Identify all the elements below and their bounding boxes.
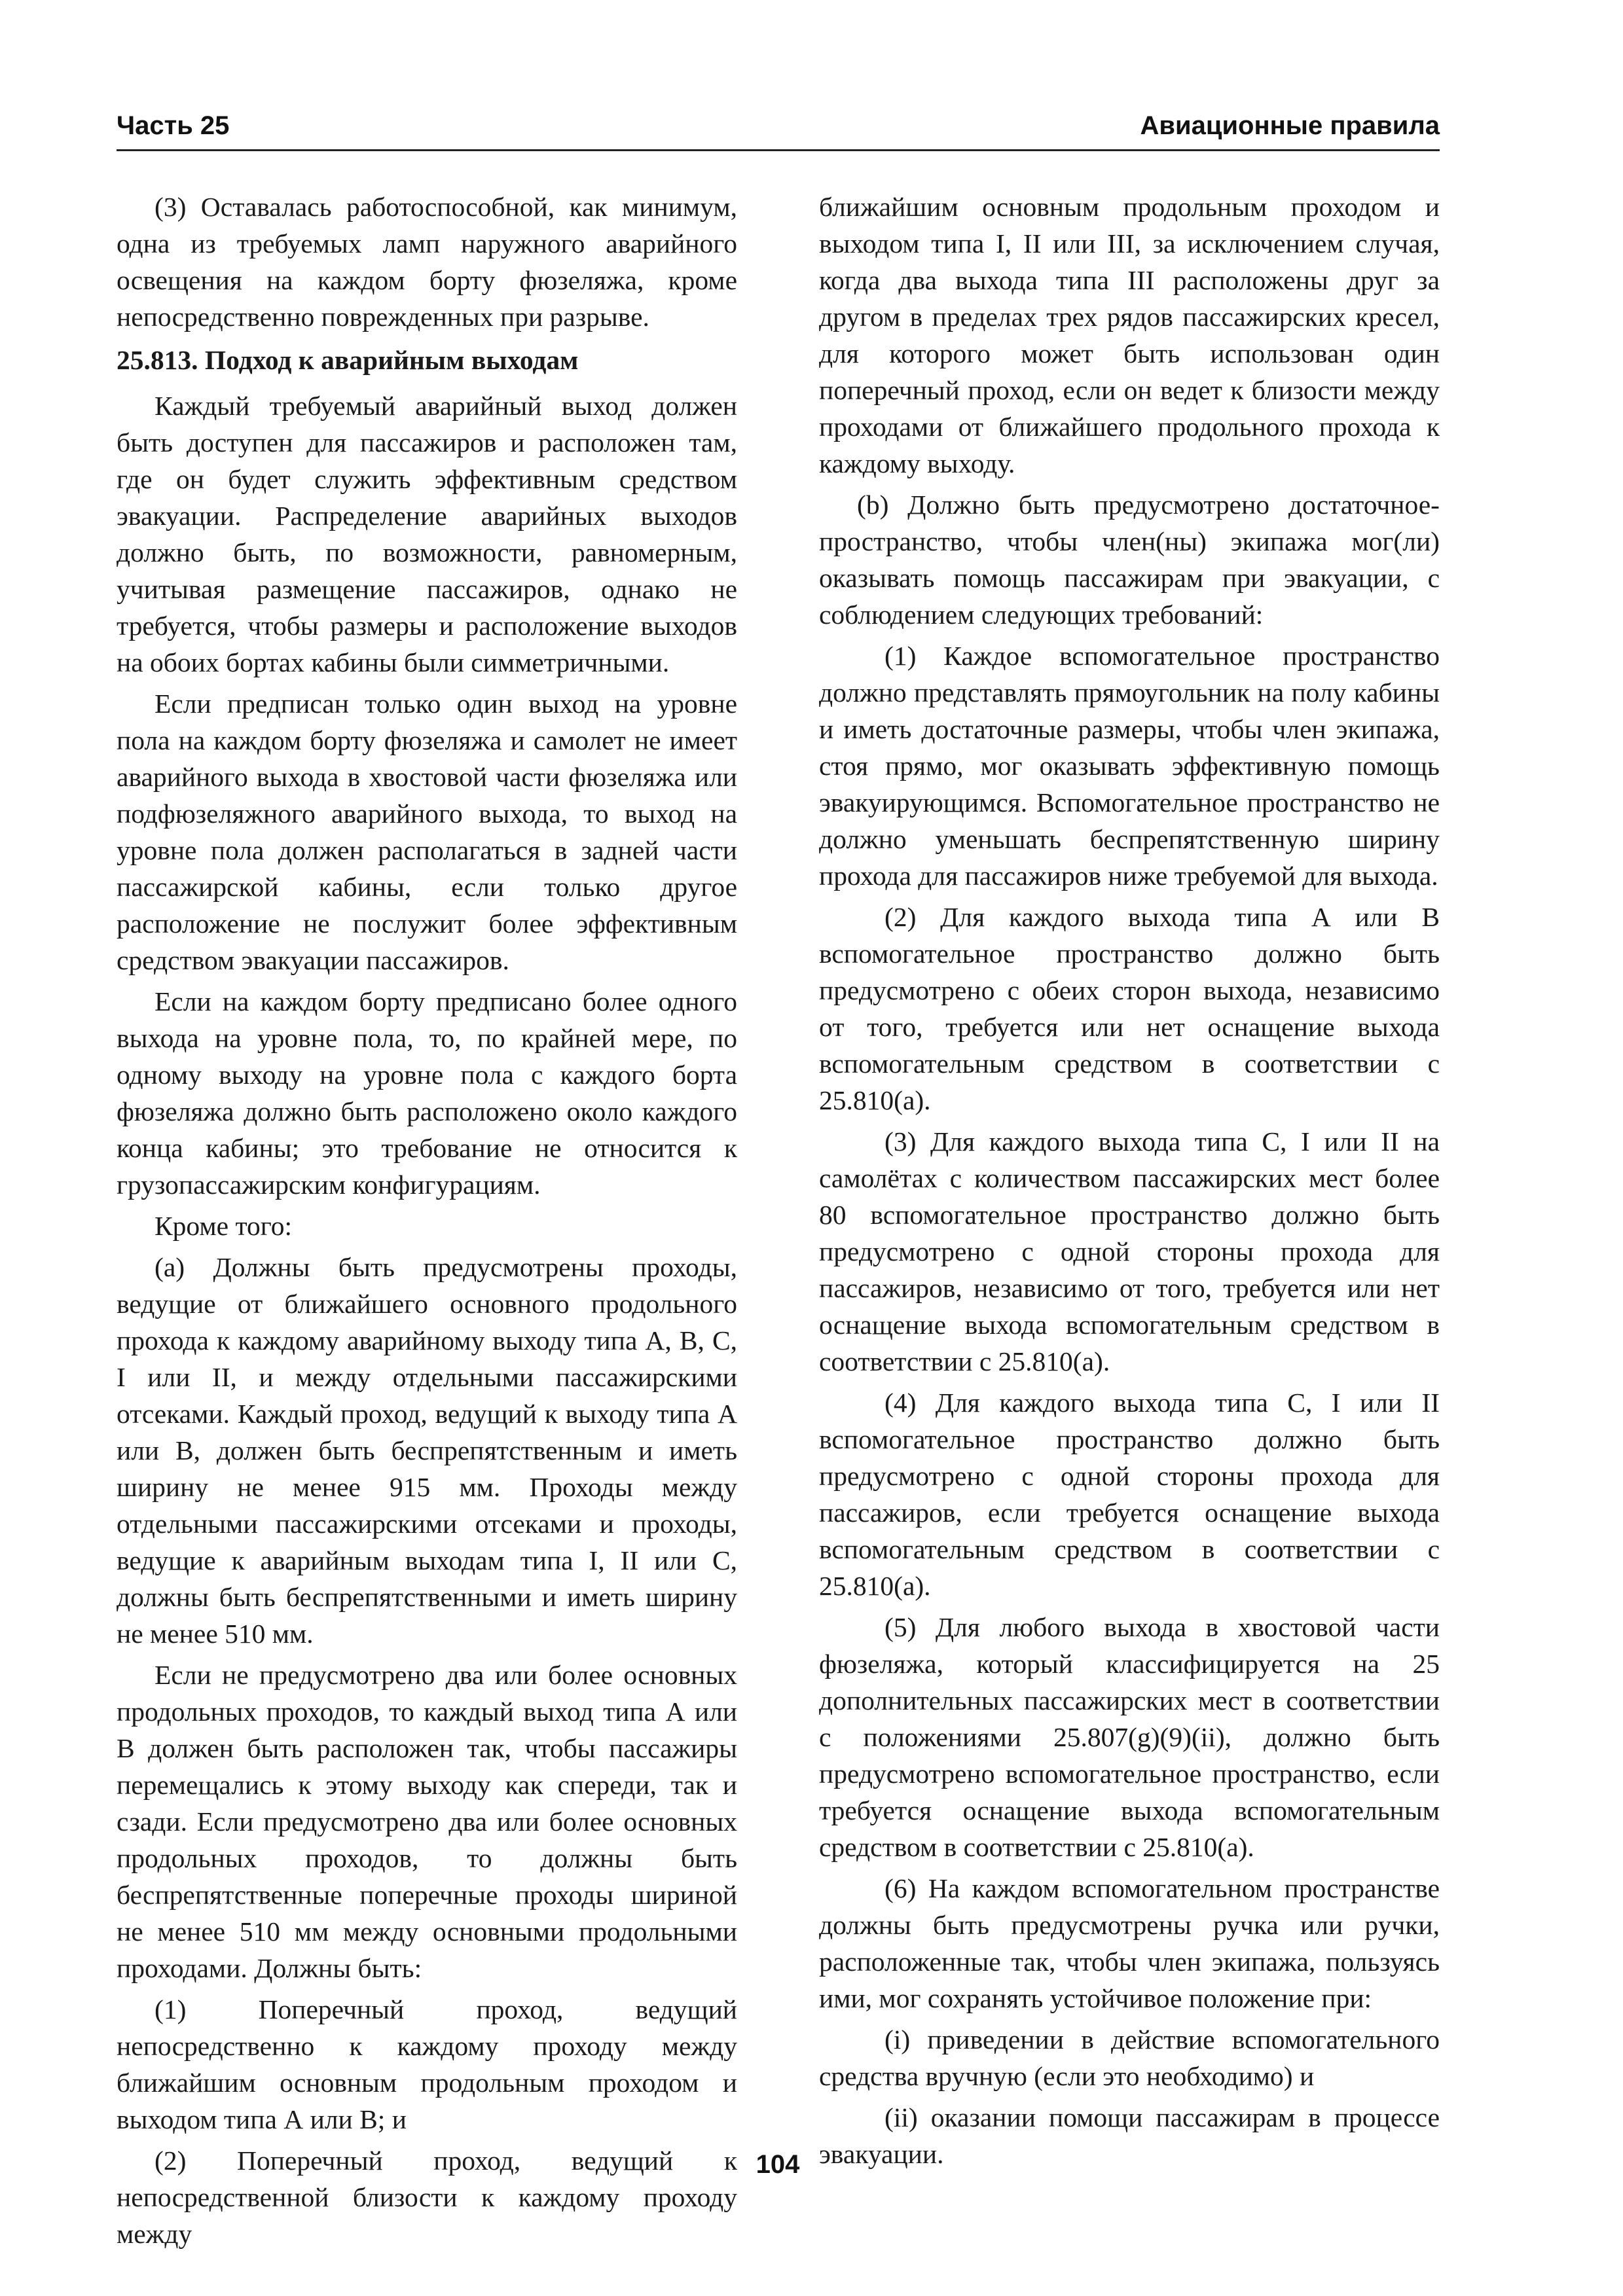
paragraph: Кроме того: — [155, 1211, 293, 1241]
paragraph: (6) На каждом вспомогательном пространстве должны быть предусмотрены ручка или ручки, расположенные так, чтобы член экипажа, пользуясь ими, мог сохранять устойчивое положение при: — [819, 1873, 1440, 2013]
right-column — [819, 188, 1440, 2177]
paragraph: (5) Для любого выхода в хвостовой части фюзеляжа, который классифицируется на 25 дополнительных пассажирских мест в соответствии с положениями 25.807(g)(9)(ii), должно быть предусмотрено вспомогательное пространство, если требуется оснащение выхода вспомогательным средством в соответствии с 25.810(a). — [819, 1612, 1440, 1862]
paragraph: (b) Должно быть предусмотрено достаточное-пространство, чтобы член(ны) экипажа мог(ли) оказывать помощь пассажирам при эвакуации, с соблюдением следующих требований: — [819, 490, 1440, 630]
paragraph: (а) Должны быть предусмотрены проходы, ведущие от ближайшего основного продольного прохода к каждому аварийному выходу типа А, В, С, I или II, и между отдельными пассажирскими отсеками. Каждый проход, ведущий к выходу типа А или В, должен быть беспрепятственным и иметь ширину не менее 915 мм. Проходы между отдельными пассажирскими отсеками и проходы, ведущие к аварийным выходам типа I, II или С, должны быть беспрепятственными и иметь ширину не менее 510 мм. — [117, 1252, 737, 1649]
paragraph: (i) приведении в действие вспомогательного средства вручную (если это необходимо) и — [819, 2024, 1440, 2091]
section-heading: 25.813. Подход к аварийным выходам — [117, 345, 579, 375]
page-number: 104 — [756, 2150, 800, 2179]
paragraph: Если на каждом борту предписано более одного выхода на уровне пола, то, по крайней мере, по одному выходу на уровне пола с каждого борта фюзеляжа должно быть расположено около каждого конца кабины; это требование не относится к грузопассажирским конфигурациям. — [117, 986, 737, 1200]
paragraph: Если предписан только один выход на уровне пола на каждом борту фюзеляжа и самолет не имеет аварийного выхода в хвостовой части фюзеляжа или подфюзеляжного аварийного выхода, то выход на уровне пола должен располагаться в задней части пассажирской кабины, если только другое расположение не послужит более эффективным средством эвакуации пассажиров. — [117, 689, 737, 975]
paragraph: (4) Для каждого выхода типа С, I или II вспомогательное пространство должно быть предусмотрено с одной стороны прохода для пассажиров, если требуется оснащение выхода вспомогательным средством в соответствии с 25.810(a). — [819, 1388, 1440, 1601]
paragraph: Каждый требуемый аварийный выход должен быть доступен для пассажиров и расположен там, где он будет служить эффективным средством эвакуации. Распределение аварийных выходов должно быть, по возможности, равномерным, учитывая размещение пассажиров, однако не требуется, чтобы размеры и расположение выходов на обоих бортах кабины были симметричными. — [117, 391, 737, 677]
paragraph: (2) Поперечный проход, ведущий к непосредственной близости к каждому проходу между — [117, 2145, 737, 2249]
paragraph: (ii) оказании помощи пассажирам в процессе эвакуации. — [819, 2102, 1440, 2169]
paragraph: Если не предусмотрено два или более основных продольных проходов, то каждый выход типа А или В должен быть расположен так, чтобы пассажиры перемещались к этому выходу как спереди, так и сзади. Если предусмотрено два или более основных продольных проходов, то должны быть беспрепятственные поперечные проходы шириной не менее 510 мм между основными продольными проходами. Должны быть: — [117, 1660, 737, 1983]
paragraph: ближайшим основным продольным проходом и выходом типа I, II или III, за исключением случая, когда два выхода типа III расположены друг за другом в пределах трех рядов пассажирских кресел, для которого может быть использован один поперечный проход, если он ведет к близости между проходами от ближайшего продольного прохода к каждому выходу. — [819, 192, 1440, 478]
paragraph: (1) Каждое вспомогательное пространство должно представлять прямоугольник на полу кабины и иметь достаточные размеры, чтобы член экипажа, стоя прямо, мог оказывать эффективную помощь эвакуирующимся. Вспомогательное пространство не должно уменьшать беспрепятственную ширину прохода для пассажиров ниже требуемой для выхода. — [819, 641, 1440, 891]
header-rule — [117, 149, 1440, 151]
paragraph: (3) Для каждого выхода типа С, I или II на самолётах с количеством пассажирских мест более 80 вспомогательное пространство должно быть предусмотрено с одной стороны прохода для пассажиров, независимо от того, требуется или нет оснащение выхода вспомогательным средством в соответствии с 25.810(a). — [819, 1126, 1440, 1376]
paragraph: (3) Оставалась работоспособной, как минимум, одна из требуемых ламп наружного аварийного освещения на каждом борту фюзеляжа, кроме непосредственно поврежденных при разрыве. — [117, 192, 737, 332]
paragraph: (2) Для каждого выхода типа А или В вспомогательное пространство должно быть предусмотрено с обеих сторон выхода, независимо от того, требуется или нет оснащение выхода вспомогательным средством в соответствии с 25.810(a). — [819, 902, 1440, 1115]
header-document-title: Авиационные правила — [1140, 111, 1440, 140]
left-column — [117, 188, 737, 2257]
paragraph: (1) Поперечный проход, ведущий непосредственно к каждому проходу между ближайшим основным продольным проходом и выходом типа А или В; и — [117, 1994, 737, 2134]
header-part-label: Часть 25 — [117, 111, 230, 140]
